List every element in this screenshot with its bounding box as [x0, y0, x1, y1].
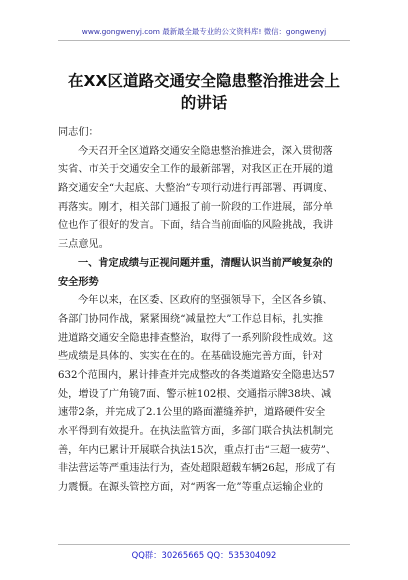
- paragraph-line: 进道路交通安全隐患排查整治，取得了一系列阶段性成效。这: [58, 332, 334, 344]
- paragraph-line: 632个范围内，累计排查并完成整改的各类道路安全隐患达57: [58, 369, 335, 381]
- paragraph-line: 速带2条，并完成了2.1公里的路面灌缝养护，道路硬件安全: [58, 407, 326, 419]
- title-line-1: 在XX区道路交通安全隐患整治推进会上: [68, 72, 340, 90]
- section-heading: 一、肯定成绩与正视问题并重，清醒认识当前严峻复杂的: [78, 257, 333, 269]
- paragraph-line: 非法营运等严重违法行为，查处超限超载车辆26起，形成了有: [58, 463, 336, 475]
- footer-divider: [58, 544, 350, 545]
- document-title: [40, 70, 368, 114]
- document-body: [58, 124, 364, 498]
- header-divider: [58, 40, 350, 41]
- paragraph-line: 今年以来，在区委、区政府的坚强领导下，全区各乡镇、: [78, 295, 333, 307]
- paragraph-line: 善，年内已累计开展联合执法15次，重点打击“三超一疲劳”、: [58, 444, 337, 456]
- title-line-2: 的讲话: [180, 94, 228, 112]
- paragraph-line: 位也作了很好的发言。下面，结合当前面临的风险挑战，我讲: [58, 220, 334, 232]
- footer-contact: QQ群：30265665 QQ：535304092: [131, 550, 277, 560]
- paragraph-line: 再落实。刚才，相关部门通报了前一阶段的工作进展，部分单: [58, 201, 334, 213]
- section-heading-cont: 安全形势: [58, 276, 99, 288]
- paragraph-line: 水平得到有效提升。在执法监管方面，多部门联合执法机制完: [58, 426, 334, 437]
- paragraph-line: 实省、市关于交通安全工作的最新部署，对我区正在开展的道: [58, 164, 334, 176]
- paragraph-line: 各部门协同作战，紧紧围绕“减量控大”工作总目标，扎实推: [58, 313, 324, 325]
- paragraph-line: 三点意见。: [58, 239, 109, 251]
- paragraph-line: 今天召开全区道路交通安全隐患整治推进会，深入贯彻落: [78, 145, 333, 157]
- paragraph-line: 力震慑。在源头管控方面，对“两客一危”等重点运输企业的: [58, 482, 324, 494]
- header-banner: www.gongwenyj.com 最新最全最专业的公文资料库! 微信：gongwenyj: [81, 27, 327, 36]
- paragraph-line: 处，增设了广角镜7面、警示桩102根、交通指示牌38块、减: [58, 388, 332, 400]
- paragraph-line: 路交通安全“大起底、大整治”专项行动进行再部署、再调度、: [58, 183, 334, 195]
- paragraph-line: 些成绩是具体的、实实在在的。在基础设施完善方面，针对: [58, 351, 323, 363]
- salutation: 同志们：: [58, 127, 99, 138]
